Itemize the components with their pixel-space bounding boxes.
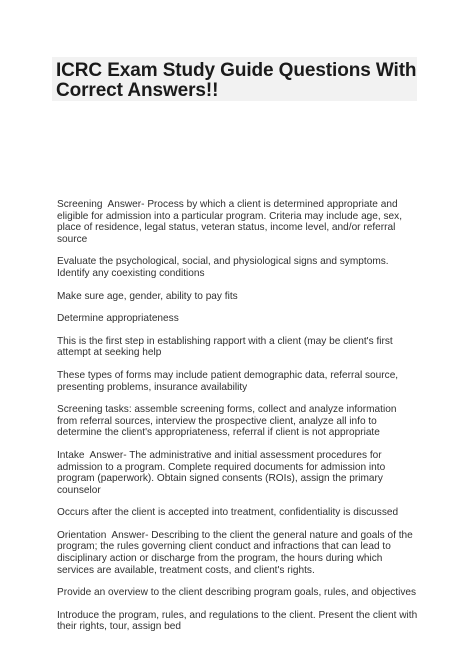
- paragraph-program-overview: Provide an overview to the client describing program goals, rules, and objectives: [57, 587, 417, 599]
- paragraph-screening-answer: Screening Answer- Process by which a client is determined appropriate and eligible for admission into a particular program. Criteria may include age, sex, place of residence, legal status, veteran status, income level, and/or referral source: [57, 199, 405, 245]
- document-body: [57, 199, 419, 644]
- paragraph-evaluate-signs: Evaluate the psychological, social, and physiological signs and symptoms. Identify any coexisting conditions: [57, 256, 392, 279]
- paragraph-forms: These types of forms may include patient demographic data, referral source, presenting problems, insurance availability: [57, 369, 401, 393]
- paragraph-confidentiality: Occurs after the client is accepted into treatment, confidentiality is discussed: [57, 507, 399, 519]
- paragraph-rapport: This is the first step in establishing rapport with a client (may be client's first attempt at seeking help: [57, 335, 396, 359]
- document-title: ICRC Exam Study Guide Questions With Correct Answers!!: [56, 60, 417, 101]
- title-block: [52, 57, 417, 101]
- paragraph-intake-answer: Intake Answer- The administrative and initial assessment procedures for admission to a program. Complete required documents for admission into program (paperwork). Obtain signed consents (ROIs), assign the primary counselor: [57, 449, 389, 496]
- paragraph-age-gender: Make sure age, gender, ability to pay fits: [57, 290, 238, 302]
- paragraph-screening-tasks: Screening tasks: assemble screening forms, collect and analyze information from referral sources, interview the prospective client, analyze all info to determine the client's appropriateness, referral if client is not appropriate: [57, 404, 400, 439]
- paragraph-orientation-answer: Orientation Answer- Describing to the client the general nature and goals of the program; the rules governing client conduct and infractions that can lead to disciplinary action or discharge from the program, the hours during which services are available, treatment costs, and client's rights.: [57, 529, 416, 576]
- paragraph-introduce-program: Introduce the program, rules, and regulations to the client. Present the client with their rights, tour, assign bed: [57, 609, 421, 633]
- paragraph-determine-appropriateness: Determine appropriateness: [57, 313, 179, 325]
